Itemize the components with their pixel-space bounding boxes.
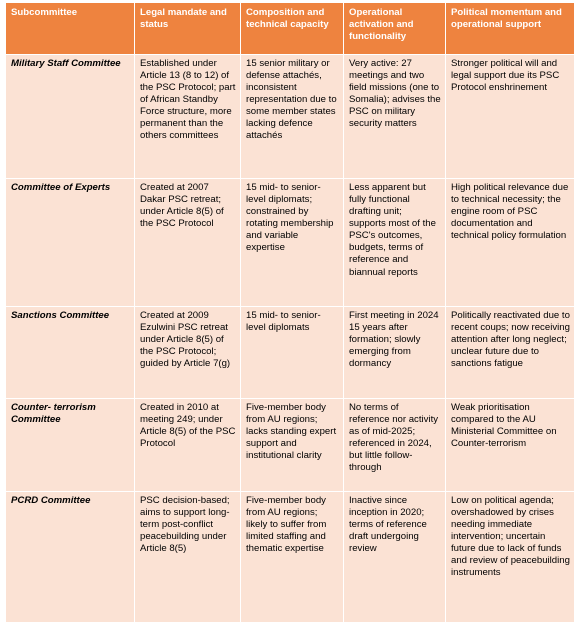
operational-cell: No terms of reference nor activity as of mid-2025; referenced in 2024, but little follow-through <box>344 399 446 492</box>
composition-cell: 15 mid- to senior-level diplomats <box>241 307 344 399</box>
political-cell: High political relevance due to technical necessity; the engine room of PSC documentation and technical policy formulation <box>446 179 575 307</box>
operational-cell: Inactive since inception in 2020; terms of reference draft undergoing review <box>344 492 446 623</box>
header-subcommittee: Subcommittee <box>6 3 135 55</box>
table-body <box>6 55 575 623</box>
subcommittee-name: Sanctions Committee <box>6 307 135 399</box>
composition-cell: 15 mid- to senior-level diplomats; constrained by rotating membership and variable expertise <box>241 179 344 307</box>
subcommittee-name: Committee of Experts <box>6 179 135 307</box>
header-legal-mandate: Legal mandate and status <box>135 3 241 55</box>
header-political: Political momentum and operational support <box>446 3 575 55</box>
legal-mandate-cell: Created at 2007 Dakar PSC retreat; under Article 8(5) of the PSC Protocol <box>135 179 241 307</box>
header-composition: Composition and technical capacity <box>241 3 344 55</box>
legal-mandate-cell: Created at 2009 Ezulwini PSC retreat under Article 8(5) of the PSC Protocol; guided by Article 7(g) <box>135 307 241 399</box>
header-row <box>6 3 575 55</box>
legal-mandate-cell: Established under Article 13 (8 to 12) of the PSC Protocol; part of African Standby Force structure, more permanent than the others committees <box>135 55 241 179</box>
table-row <box>6 179 575 307</box>
table-row <box>6 399 575 492</box>
political-cell: Low on political agenda; overshadowed by crises needing immediate intervention; uncertain future due to lack of funds and review of peacebuilding instruments <box>446 492 575 623</box>
legal-mandate-cell: PSC decision-based; aims to support long-term post-conflict peacebuilding under Article 8(5) <box>135 492 241 623</box>
table-header <box>6 3 575 55</box>
political-cell: Stronger political will and legal support due its PSC Protocol enshrinement <box>446 55 575 179</box>
operational-cell: Very active: 27 meetings and two field missions (one to Somalia); advises the PSC on military security matters <box>344 55 446 179</box>
political-cell: Weak prioritisation compared to the AU Ministerial Committee on Counter-terrorism <box>446 399 575 492</box>
table-row <box>6 492 575 623</box>
subcommittee-name: PCRD Committee <box>6 492 135 623</box>
table-row <box>6 307 575 399</box>
composition-cell: 15 senior military or defense attachés, inconsistent representation due to some member states lacking defence attachés <box>241 55 344 179</box>
legal-mandate-cell: Created in 2010 at meeting 249; under Article 8(5) of the PSC Protocol <box>135 399 241 492</box>
table-row <box>6 55 575 179</box>
composition-cell: Five-member body from AU regions; lacks standing expert support and institutional clarity <box>241 399 344 492</box>
subcommittee-comparison-table <box>5 2 575 623</box>
composition-cell: Five-member body from AU regions; likely to suffer from limited staffing and thematic expertise <box>241 492 344 623</box>
subcommittee-name: Military Staff Committee <box>6 55 135 179</box>
political-cell: Politically reactivated due to recent coups; now receiving attention after long neglect; unclear future due to sanctions fatigue <box>446 307 575 399</box>
header-operational: Operational activation and functionality <box>344 3 446 55</box>
operational-cell: First meeting in 2024 15 years after formation; slowly emerging from dormancy <box>344 307 446 399</box>
subcommittee-name: Counter- terrorism Committee <box>6 399 135 492</box>
operational-cell: Less apparent but fully functional drafting unit; supports most of the PSC's outcomes, budgets, terms of reference and biannual reports <box>344 179 446 307</box>
